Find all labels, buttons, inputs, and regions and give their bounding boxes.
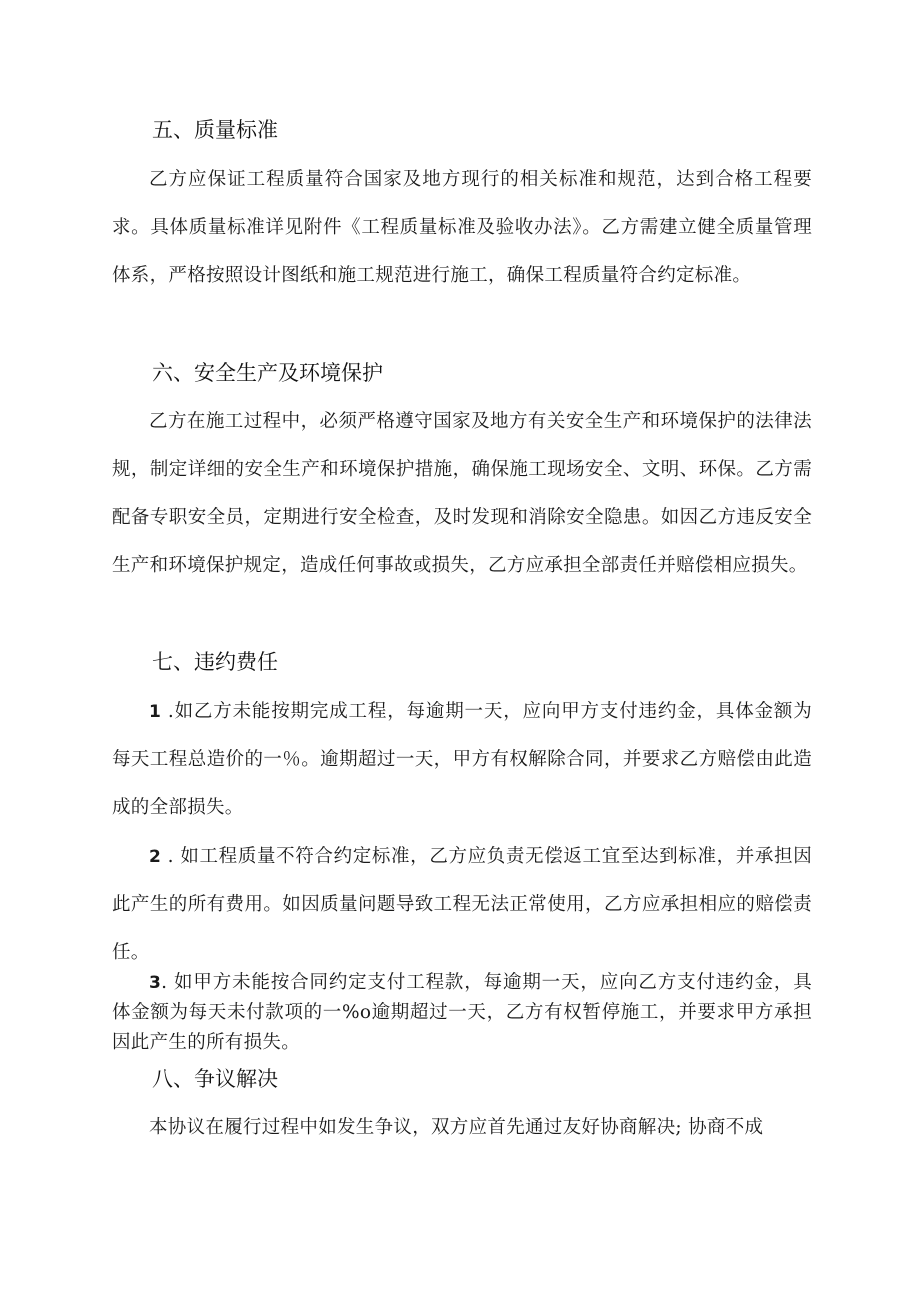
clause-1 — [112, 688, 812, 832]
clause-text: . 如工程质量不符合约定标准，乙方应负责无偿返工宜至达到标准，并承担因此产生的所有费用。如因质量问题导致工程无法正常使用，乙方应承担相应的赔偿责任。 — [112, 846, 812, 963]
paragraph-dispute: 本协议在履行过程中如发生争议，双方应首先通过友好协商解决; 协商不成 — [149, 1117, 764, 1138]
clause-text: . 如甲方未能按合同约定支付工程款，每逾期一天，应向乙方支付违约金，具体金额为每天未付款项的一%o逾期超过一天，乙方有权暂停施工，并要求甲方承担因此产生的所有损失。 — [112, 972, 812, 1053]
section-heading-safety: 六、安全生产及环境保护 — [152, 361, 383, 385]
section-heading-quality: 五、质量标准 — [152, 118, 278, 142]
paragraph-quality: 乙方应保证工程质量符合国家及地方现行的相关标准和规范，达到合格工程要求。具体质量标准详见附件《工程质量标准及验收办法》。乙方需建立健全质量管理体系，严格按照设计图纸和施工规范进行施工，确保工程质量符合约定标准。 — [112, 169, 812, 286]
clause-number: 3 — [149, 973, 162, 993]
clause-2 — [112, 833, 812, 977]
section-heading-liability: 七、违约费任 — [152, 650, 278, 674]
clause-number: 2 — [149, 847, 162, 867]
paragraph-safety: 乙方在施工过程中，必须严格遵守国家及地方有关安全生产和环境保护的法律法规，制定详细的安全生产和环境保护措施，确保施工现场安全、文明、环保。乙方需配备专职安全员，定期进行安全检查，及时发现和消除安全隐患。如因乙方违反安全生产和环境保护规定，造成任何事故或损失，乙方应承担全部责任并赔偿相应损失。 — [112, 411, 812, 576]
clause-text: .如乙方未能按期完成工程，每逾期一天，应向甲方支付违约金，具体金额为每天工程总造价的一％。逾期超过一天，甲方有权解除合同，并要求乙方赔偿由此造成的全部损失。 — [112, 701, 812, 818]
clause-3 — [112, 968, 812, 1058]
section-heading-dispute: 八、争议解决 — [152, 1067, 278, 1091]
clause-number: 1 — [149, 702, 162, 722]
